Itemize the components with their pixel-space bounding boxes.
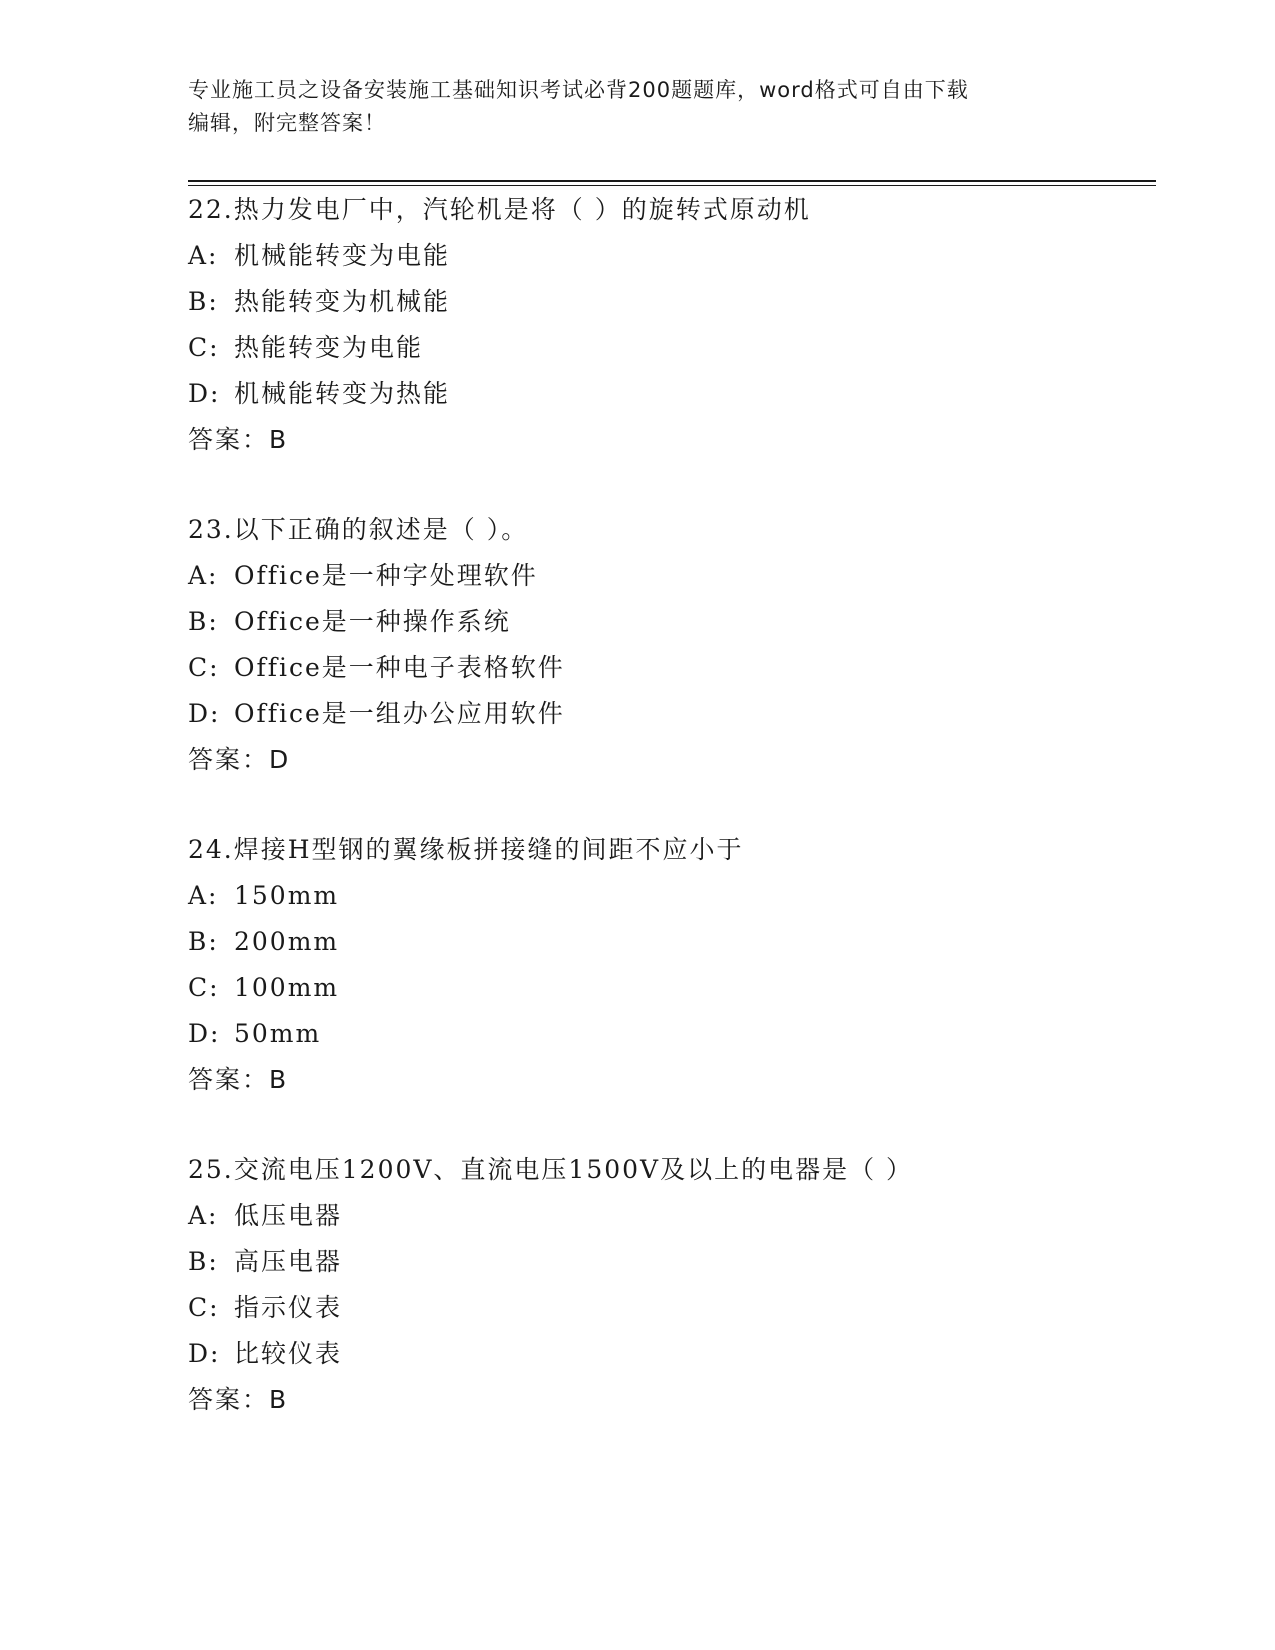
option-text: 热能转变为机械能 — [234, 287, 451, 316]
option-text: 机械能转变为热能 — [234, 379, 451, 408]
question-stem: 24.焊接H型钢的翼缘板拼接缝的间距不应小于 — [188, 835, 744, 864]
answer-line: 答案：D — [188, 745, 291, 774]
option-d — [188, 1331, 1156, 1377]
option-label: A: — [188, 881, 219, 910]
option-text: 机械能转变为电能 — [234, 241, 451, 270]
option-a — [188, 1193, 1156, 1239]
header-line-2: 编辑，附完整答案！ — [188, 111, 386, 135]
option-label: C: — [188, 333, 220, 362]
option-text: 热能转变为电能 — [234, 333, 424, 362]
option-label: A: — [188, 561, 219, 590]
header-divider-thick — [188, 180, 1156, 182]
option-text: 200mm — [234, 927, 340, 956]
option-c — [188, 645, 1156, 691]
answer-line: 答案：B — [188, 425, 289, 454]
option-label: A: — [188, 1201, 219, 1230]
option-b — [188, 1239, 1156, 1285]
answer-line: 答案：B — [188, 1385, 289, 1414]
option-d — [188, 371, 1156, 417]
option-text: Office是一组办公应用软件 — [234, 699, 565, 728]
question-stem: 25.交流电压1200V、直流电压1500V及以上的电器是（ ） — [188, 1155, 914, 1184]
option-text: Office是一种操作系统 — [234, 607, 511, 636]
option-text: 指示仪表 — [234, 1293, 343, 1322]
option-label: D: — [188, 379, 221, 408]
option-text: 低压电器 — [234, 1201, 343, 1230]
option-c — [188, 965, 1156, 1011]
option-label: B: — [188, 287, 219, 316]
option-text: 高压电器 — [234, 1247, 343, 1276]
option-label: B: — [188, 927, 219, 956]
option-text: 100mm — [234, 973, 340, 1002]
option-text: 比较仪表 — [234, 1339, 343, 1368]
option-text: Office是一种电子表格软件 — [234, 653, 565, 682]
option-label: A: — [188, 241, 219, 270]
header-line-1: 专业施工员之设备安装施工基础知识考试必背200题题库，word格式可自由下载 — [188, 78, 969, 102]
answer-line: 答案：B — [188, 1065, 289, 1094]
question-stem: 23.以下正确的叙述是（ ）。 — [188, 515, 529, 544]
option-label: C: — [188, 1293, 220, 1322]
option-a — [188, 553, 1156, 599]
option-b — [188, 919, 1156, 965]
header-divider-thin — [188, 185, 1156, 186]
option-label: B: — [188, 1247, 219, 1276]
option-label: D: — [188, 699, 221, 728]
option-label: C: — [188, 653, 220, 682]
document-header — [188, 74, 1068, 140]
option-a — [188, 233, 1156, 279]
option-a — [188, 873, 1156, 919]
option-label: C: — [188, 973, 220, 1002]
option-c — [188, 1285, 1156, 1331]
option-text: Office是一种字处理软件 — [234, 561, 538, 590]
question-block — [188, 187, 1156, 463]
question-stem: 22.热力发电厂中，汽轮机是将（ ）的旋转式原动机 — [188, 195, 811, 224]
option-d — [188, 691, 1156, 737]
question-block — [188, 827, 1156, 1103]
option-b — [188, 599, 1156, 645]
question-block — [188, 1147, 1156, 1423]
question-block — [188, 507, 1156, 783]
option-label: D: — [188, 1019, 221, 1048]
option-text: 150mm — [234, 881, 340, 910]
option-c — [188, 325, 1156, 371]
option-text: 50mm — [234, 1019, 322, 1048]
option-label: D: — [188, 1339, 221, 1368]
option-label: B: — [188, 607, 219, 636]
option-d — [188, 1011, 1156, 1057]
option-b — [188, 279, 1156, 325]
